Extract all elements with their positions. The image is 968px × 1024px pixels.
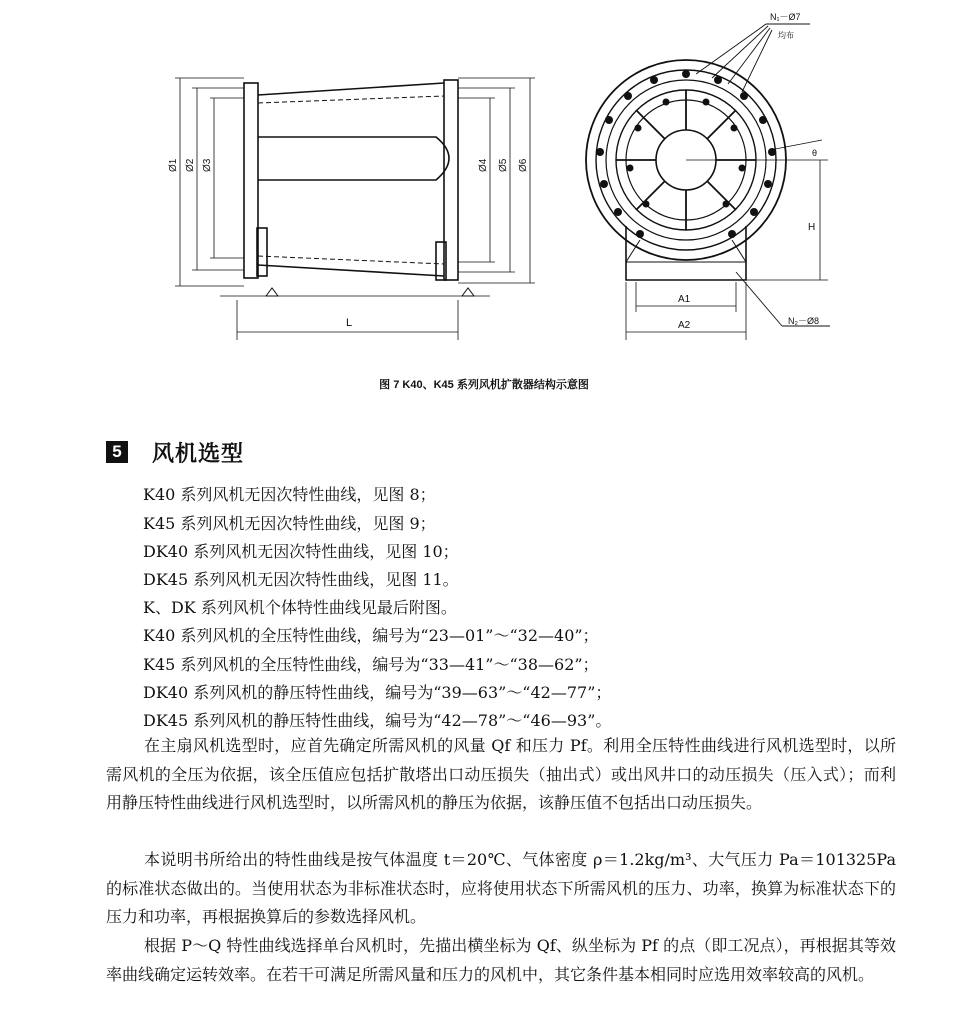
dim-d3: Ø3 [202, 158, 213, 172]
dim-d2: Ø2 [185, 158, 196, 172]
dim-d1: Ø1 [168, 158, 179, 172]
paragraph-operating-point: 根据 P～Q 特性曲线选择单台风机时，先描出横坐标为 Qf、纵坐标为 Pf 的点（即工况点），再根据其等效率曲线确定运转效率。在若干可满足所需风量和压力的风机中，其它条件基本相同时应选用效率较高的风机。 [106, 936, 896, 984]
list-line: K40 系列风机无因次特性曲线，见图 8； [143, 485, 436, 504]
paragraph-selection-basis: 在主扇风机选型时，应首先确定所需风机的风量 Qf 和压力 Pf。利用全压特性曲线进行风机选型时，以所需风机的全压为依据，该全压值应包括扩散塔出口动压损失（抽出式）或出风井口的动压损失（压入式）；而利用静压特性曲线进行风机选型时，以所需风机的静压为依据，该静压值不包括出口动压损失。 [106, 736, 896, 812]
list-line: K、DK 系列风机个体特性曲线见最后附图。 [143, 598, 457, 617]
section-title: 风机选型 [152, 441, 245, 467]
label-theta: θ [812, 148, 818, 158]
dim-d6: Ø6 [518, 158, 529, 172]
dim-d4: Ø4 [478, 158, 489, 172]
list-line: K45 系列风机无因次特性曲线，见图 9； [143, 514, 436, 533]
label-n2: N₂－Ø8 [788, 316, 819, 326]
label-n1: N₁－Ø7 [770, 12, 801, 22]
label-a1: A1 [678, 294, 691, 305]
list-line: K45 系列风机的全压特性曲线，编号为“33—41”～“38—62”； [143, 655, 599, 674]
list-line: DK45 系列风机的静压特性曲线，编号为“42—78”～“46—93”。 [143, 711, 612, 730]
list-line: DK45 系列风机无因次特性曲线，见图 11。 [143, 570, 459, 589]
side-view [175, 78, 535, 340]
dim-d5: Ø5 [498, 158, 509, 172]
label-uniform: 均布 [778, 31, 794, 40]
label-a2: A2 [678, 320, 691, 331]
front-view [586, 24, 830, 340]
label-h: H [808, 222, 816, 233]
section-header [106, 436, 244, 468]
list-line: DK40 系列风机无因次特性曲线，见图 10； [143, 542, 459, 561]
list-line: K40 系列风机的全压特性曲线，编号为“23—01”～“32—40”； [143, 626, 599, 645]
list-line: DK40 系列风机的静压特性曲线，编号为“39—63”～“42—77”； [143, 683, 612, 702]
figure-caption: 图 7 K40、K45 系列风机扩散器结构示意图 [379, 379, 589, 391]
dim-length: L [346, 317, 353, 329]
section-number: 5 [106, 441, 128, 463]
fan-diffuser-diagram [0, 0, 968, 370]
paragraph-standard-state: 本说明书所给出的特性曲线是按气体温度 t＝20℃、气体密度 ρ＝1.2kg/m³、大气压力 Pa＝101325Pa 的标准状态做出的。当使用状态为非标准状态时，应将使用状态下所需风机的压力、功率，换算为标准状态下的压力和功率，再根据换算后的参数选择风机。 [106, 850, 896, 926]
